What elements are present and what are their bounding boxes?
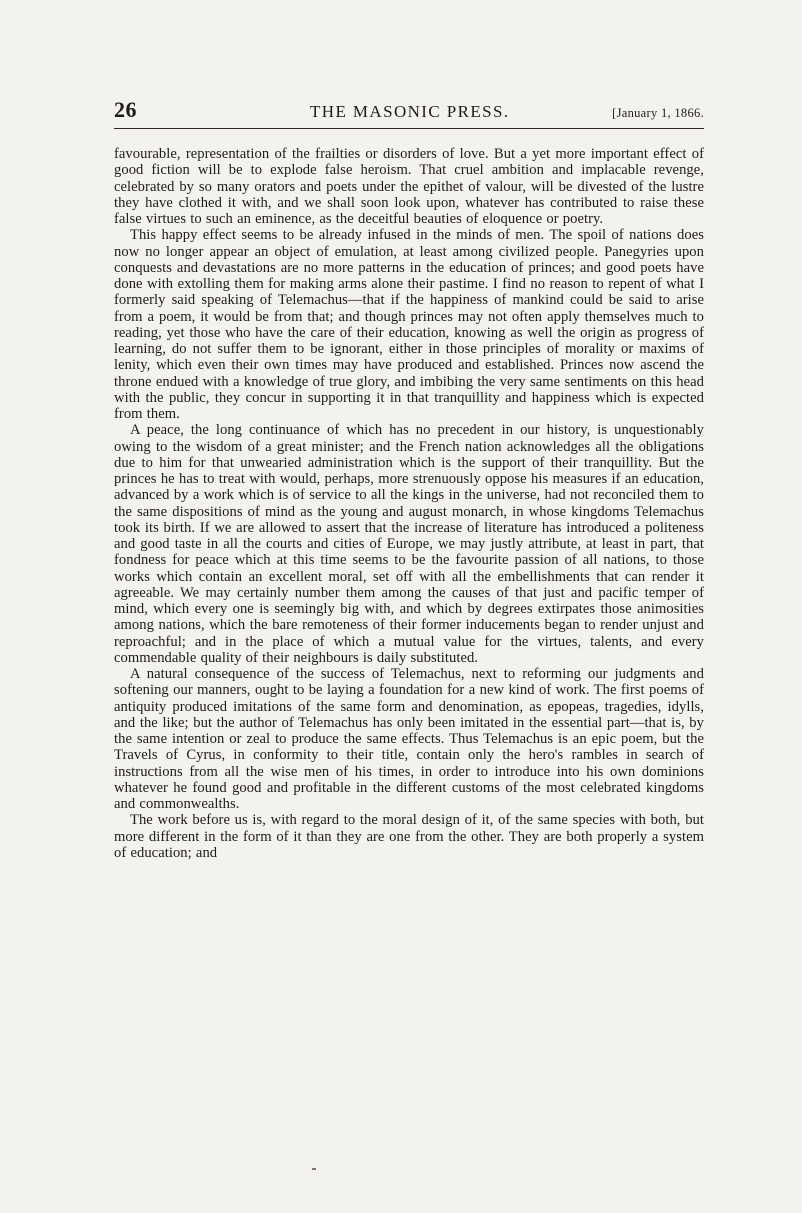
running-title: THE MASONIC PRESS. (310, 102, 510, 121)
issue-date: [January 1, 1866. (612, 106, 704, 120)
article-body (114, 146, 704, 861)
paragraph-1: favourable, representation of the frailties or disorders of love. But a yet more important effect of good fiction will be to explode false heroism. That cruel ambition and implacable revenge, celebrated by so many orators and poets under the epithet of valour, will be divested of the lustre they have clothed it with, and we shall soon look upon, whatever has contributed to raise these false virtues to such an eminence, as the deceitful beauties of eloquence or poetry. (114, 146, 704, 227)
paragraph-5: The work before us is, with regard to the moral design of it, of the same species with both, but more different in the form of it than they are one from the other. They are both properly a system of education; and (114, 812, 704, 861)
footer-mark (312, 1168, 316, 1170)
page-header (114, 98, 704, 128)
page-number: 26 (114, 97, 137, 122)
paragraph-4: A natural consequence of the success of Telemachus, next to reforming our judgments and softening our manners, ought to be laying a foundation for a new kind of work. The first poems of antiquity produced imitations of the same form and denomination, as epopeas, tragedies, idylls, and the like; but the author of Telemachus has only been imitated in the essential part—that is, by the same intention or zeal to produce the same effects. Thus Telemachus is an epic poem, but the Travels of Cyrus, in conformity to their title, contain only the hero's rambles in search of instructions from all the wise men of his times, in order to introduce into his own dominions whatever he found good and profitable in the different customs of the most celebrated kingdoms and commonwealths. (114, 666, 704, 812)
paragraph-2: This happy effect seems to be already infused in the minds of men. The spoil of nations does now no longer appear an object of emulation, at least among civilized people. Panegyries upon conquests and devastations are no more patterns in the education of princes; and good poets have done with extolling them for making arms alone their pastime. I find no reason to repent of what I formerly said speaking of Telemachus—that if the happiness of mankind could be said to arise from a poem, it would be from that; and though princes may not often apply themselves much to reading, yet those who have the care of their education, knowing as well the origin as progress of learning, do not suffer them to be ignorant, either in those principles of morality or maxims of lenity, which even their own times may have produced and established. Princes now ascend the throne endued with a knowledge of true glory, and imbibing the very same sentiments on this head with the public, they concur in supporting it in that tranquillity and happiness which is expected from them. (114, 227, 704, 422)
header-rule (114, 128, 704, 129)
paragraph-3: A peace, the long continuance of which has no precedent in our history, is unquestionably owing to the wisdom of a great minister; and the French nation acknowledges all the obligations due to him for that unwearied administration which is the support of their tranquillity. But the princes he has to treat with would, perhaps, more strenuously oppose his measures if an education, advanced by a work which is of service to all the kings in the universe, had not reconciled them to the same dispositions of mind as the young and august monarch, in whose kingdoms Telemachus took its birth. If we are allowed to assert that the increase of literature has introduced a politeness and good taste in all the courts and cities of Europe, we may justly attribute, at least in part, that fondness for peace which at this time seems to be the favourite passion of all nations, to those works which contain an excellent moral, set off with all the embellishments that can render it agreeable. We may certainly number them among the causes of that just and pacific temper of mind, which every one is seemingly big with, and which by degrees extirpates those animosities among nations, which the bare remoteness of their former inducements began to render unjust and reproachful; and in the place of which a mutual value for the virtues, talents, and every commendable quality of their neighbours is daily substituted. (114, 422, 704, 666)
